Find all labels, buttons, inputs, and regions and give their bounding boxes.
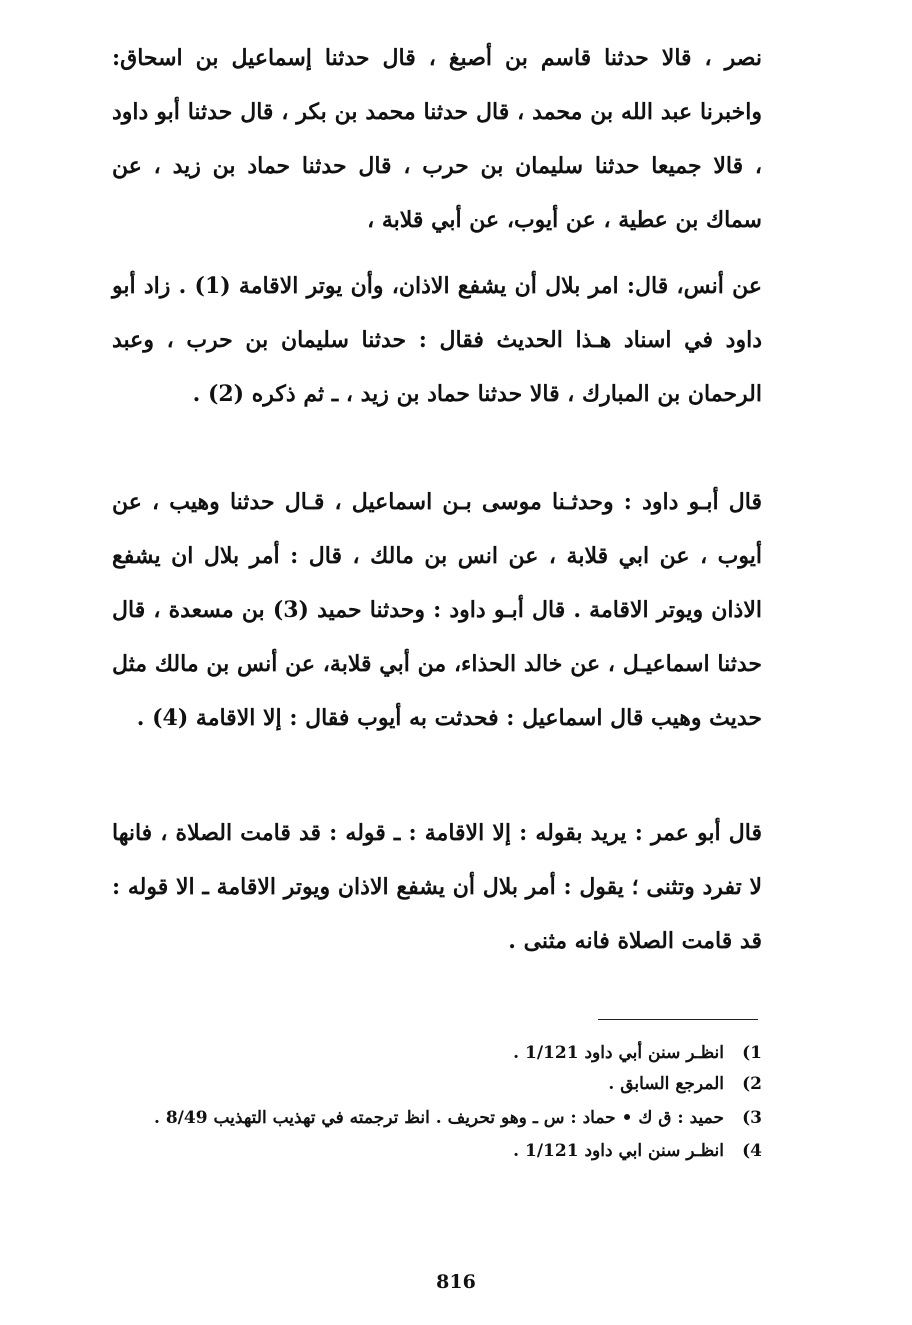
body-paragraph-3: قال أبـو داود : وحدثـنا موسى بـن اسماعيل ، قـال حدثنا وهيب ، عن أيوب ، عن ابي قلابة ، عن انس بن مالك ، قال : أمر بلال ان يشفع الاذان ويوتر الاقامة . قال أبـو داود : وحدثنا حميد (3) بن مسعدة ، قال حدثنا اسماعيـل ، عن خالد الحذاء، من أبي قلابة، عن أنس بن مالك مثل حديث وهيب قال اسماعيل : فحدثت به أيوب فقال : إلا الاقامة (4) . bbox=[112, 489, 762, 731]
footnote-number: 2) bbox=[742, 1074, 762, 1094]
footnote-text: المرجع السابق . bbox=[608, 1074, 724, 1094]
footnote-number: 4) bbox=[742, 1141, 762, 1161]
footnote-number: 3) bbox=[742, 1108, 762, 1128]
footnote-text: حميد : ق ك • حماد : س ـ وهو تحريف . انظ ترجمته في تهذيب التهذيب 8/49 . bbox=[154, 1108, 724, 1128]
body-paragraph-2: عن أنس، قال: امر بلال أن يشفع الاذان، وأن يوتر الاقامة (1) . زاد أبو داود في اسناد هـذا الحديث فقال : حدثنا سليمان بن حرب ، وعبد الرحمان بن المبارك ، قالا حدثنا حماد بن زيد ، ـ ثم ذكره (2) . bbox=[112, 273, 762, 407]
footnote-text: انظـر سنن ابي داود 1/121 . bbox=[513, 1141, 724, 1161]
footnote-number: 1) bbox=[742, 1043, 762, 1063]
body-paragraph-1: نصر ، قالا حدثنا قاسم بن أصبغ ، قال حدثنا إسماعيل بن اسحاق: واخبرنا عبد الله بن محمد ، قال حدثنا محمد بن بكر ، قال حدثنا أبو داود ، قالا جميعا حدثنا سليمان بن حرب ، قال حدثنا حماد بن زيد ، عن سماك بن عطية ، عن أيوب، عن أبي قلابة ، bbox=[112, 45, 762, 233]
footnote-1 bbox=[112, 1038, 762, 1069]
page-number: 816 bbox=[436, 1271, 476, 1293]
footnote-3 bbox=[112, 1100, 762, 1136]
footnote-2 bbox=[112, 1069, 762, 1100]
footnote-text: انظـر سنن أبي داود 1/121 . bbox=[513, 1043, 724, 1063]
footnotes bbox=[112, 1038, 762, 1167]
footnote-4 bbox=[112, 1136, 762, 1167]
body-paragraph-4: قال أبو عمر : يريد بقوله : إلا الاقامة : ـ قوله : قد قامت الصلاة ، فانها لا تفرد وتثنى ؛ يقول : أمر بلال أن يشفع الاذان ويوتر الاقامة ـ الا قوله : قد قامت الصلاة فانه مثنى . bbox=[112, 820, 762, 954]
footnote-separator bbox=[598, 1019, 758, 1020]
